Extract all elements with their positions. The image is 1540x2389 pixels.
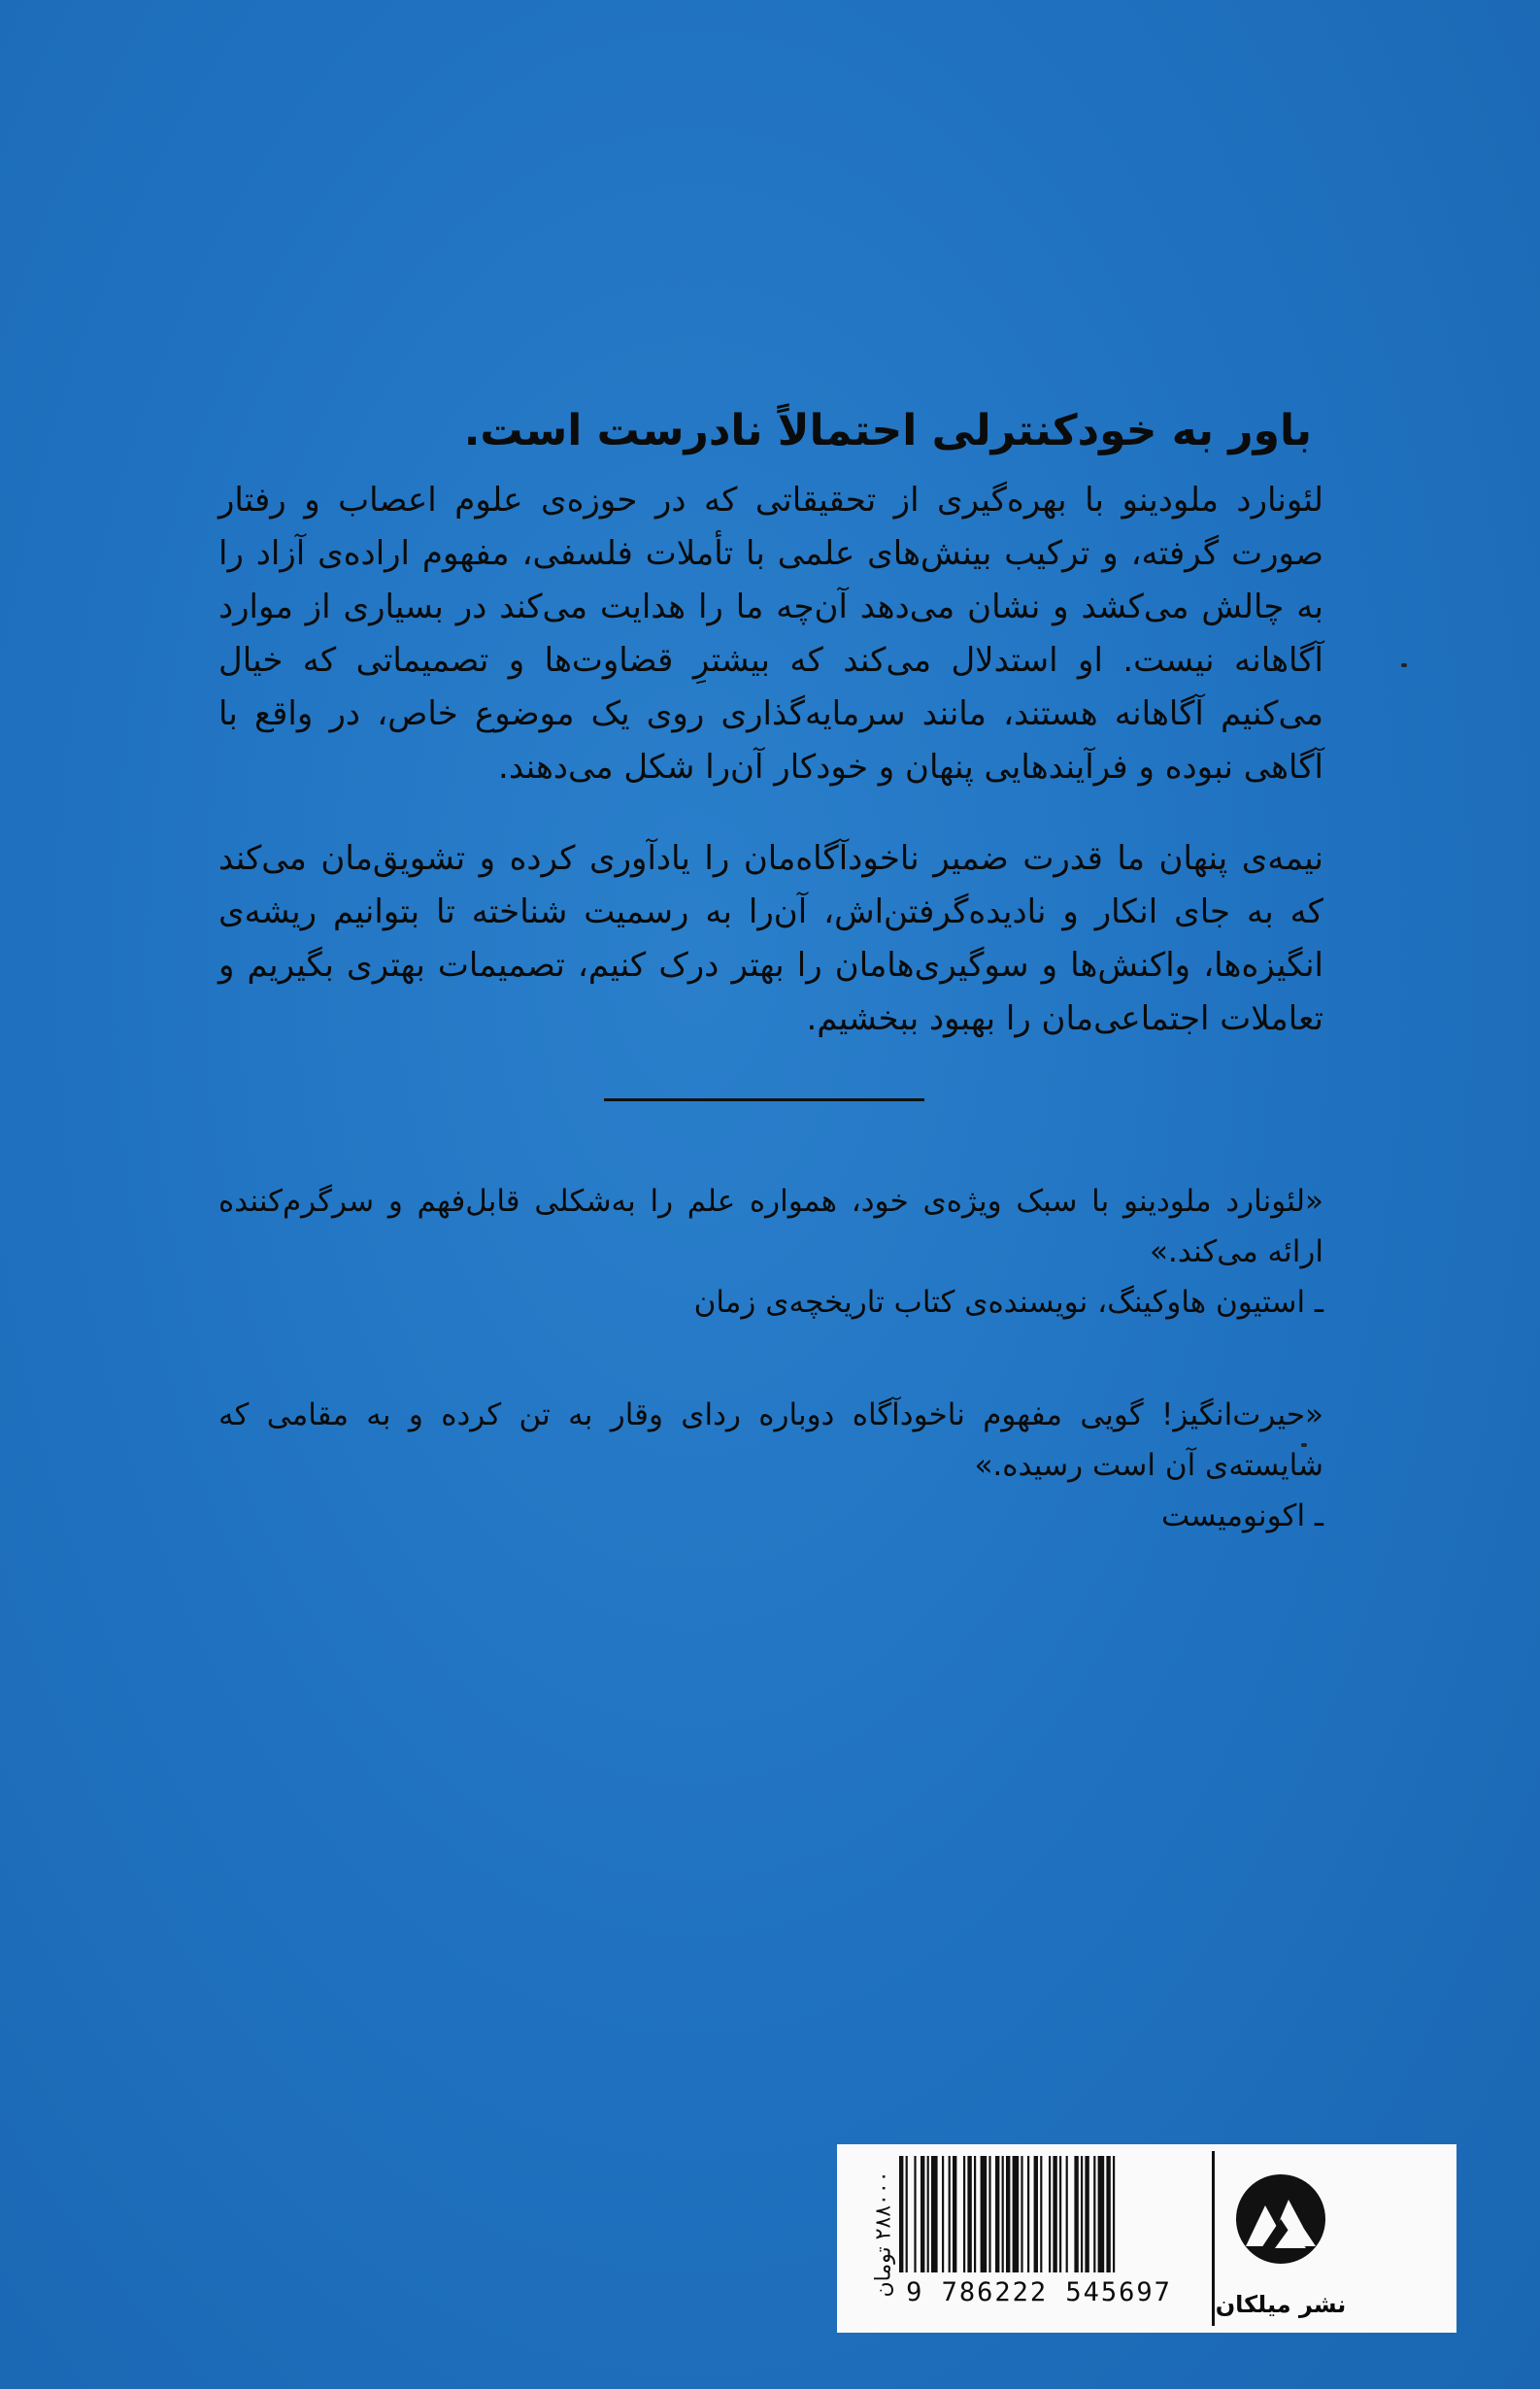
publisher-logo-box (1212, 2151, 1347, 2326)
barcode-bar (949, 2156, 951, 2272)
barcode-bar (953, 2156, 956, 2272)
barcode-bar (931, 2156, 938, 2272)
print-speck (1301, 1443, 1307, 1447)
divider-line (604, 1098, 924, 1101)
quote-2-attribution: ـ اکونومیست (1160, 1498, 1323, 1533)
quote-1-text: «لئونارد ملودینو با سبک ویژه‌ی خود، همواره علم را به‌شکلی قابل‌فهم و سرگرم‌کننده ارائه می‌کند.» (218, 1184, 1323, 1269)
barcode-bar (1049, 2156, 1051, 2272)
barcode-bar (1002, 2156, 1004, 2272)
isbn-digits: 9 786222 545697 (906, 2277, 1172, 2307)
print-speck (1401, 663, 1407, 667)
barcode-bar (906, 2156, 908, 2272)
barcode-bar (1066, 2156, 1068, 2272)
review-quote-2 (218, 1390, 1323, 1541)
barcode-bar (1085, 2156, 1088, 2272)
barcode-bar (1053, 2156, 1056, 2272)
barcode-bar (1093, 2156, 1095, 2272)
barcode-bar (995, 2156, 999, 2272)
barcode-bar (1040, 2156, 1042, 2272)
barcode-bar (942, 2156, 944, 2272)
barcode-bar (1098, 2156, 1105, 2272)
barcode-bar (921, 2156, 924, 2272)
barcode-bar (988, 2156, 990, 2272)
barcode-bar (1006, 2156, 1010, 2272)
description-paragraph-2 (218, 832, 1323, 1046)
review-quote-1 (218, 1176, 1323, 1328)
paragraph-1-text: لئونارد ملودینو با بهره‌گیری از تحقیقاتی که در حوزه‌ی علوم اعصاب و رفتار صورت گرفته، و ترکیب بینش‌های علمی با تأملات فلسفی، مفهوم اراده‌ی آزاد را به چالش می‌کشد و نشان می‌دهد آن‌چه ما را هدایت می‌کند در بسیاری از موارد آگاهانه نیست. او استدلال می‌کند که بیشترِ قضاوت‌ها و تصمیماتی که خیال می‌کنیم آگاهانه هستند، مانند سرمایه‌گذاری روی یک موضوع خاص، در واقع با آگاهی نبوده و فرآیندهایی پنهان و خودکار آن‌را شکل می‌دهند. (218, 481, 1323, 787)
barcode-bar (1034, 2156, 1038, 2272)
barcode-bar (1113, 2156, 1115, 2272)
paragraph-2-text: نیمه‌ی پنهان ما قدرت ضمیر ناخودآگاه‌مان را یادآوری کرده و تشویق‌مان می‌کند که به جای انکار و نادیده‌گرفتن‌اش، آن‌را به رسمیت شناخته تا بتوانیم ریشه‌ی انگیزه‌ها، واکنش‌ها و سوگیری‌هامان را بهتر درک کنیم، تصمیمات بهتری بگیریم و تعاملات اجتماعی‌مان را بهبود ببخشیم. (218, 839, 1323, 1038)
barcode-bar (1106, 2156, 1110, 2272)
barcode-bar (1074, 2156, 1078, 2272)
isbn-barcode (893, 2156, 1204, 2272)
barcode-bar (1081, 2156, 1083, 2272)
price-label: ۲۸۸۰۰۰ تومان (871, 2170, 896, 2298)
barcode-bar (899, 2156, 903, 2272)
barcode-bar (1013, 2156, 1020, 2272)
headline: باور به خودکنترلی احتمالاً نادرست است. (463, 406, 1312, 455)
publisher-name: نشر میلکان (1215, 2291, 1347, 2318)
barcode-bar (1059, 2156, 1061, 2272)
barcode-bar (974, 2156, 976, 2272)
barcode-bar (1027, 2156, 1029, 2272)
quote-2-text: «حیرت‌انگیز! گویی مفهوم ناخودآگاه دوباره ردای وقار به تن کرده و به مقامی که شایسته‌ی آن است رسیده.» (218, 1397, 1323, 1483)
barcode-bar (963, 2156, 965, 2272)
mountain-logo-icon (1232, 2170, 1329, 2268)
quote-1-attribution: ـ استیون هاوکینگ، نویسنده‌ی کتاب تاریخچه‌ی زمان (693, 1285, 1323, 1320)
barcode-bar (914, 2156, 916, 2272)
description-paragraph-1 (218, 474, 1323, 794)
barcode-bar (967, 2156, 971, 2272)
barcode-bar (981, 2156, 988, 2272)
barcode-bar (927, 2156, 929, 2272)
barcode-bar (1021, 2156, 1022, 2272)
